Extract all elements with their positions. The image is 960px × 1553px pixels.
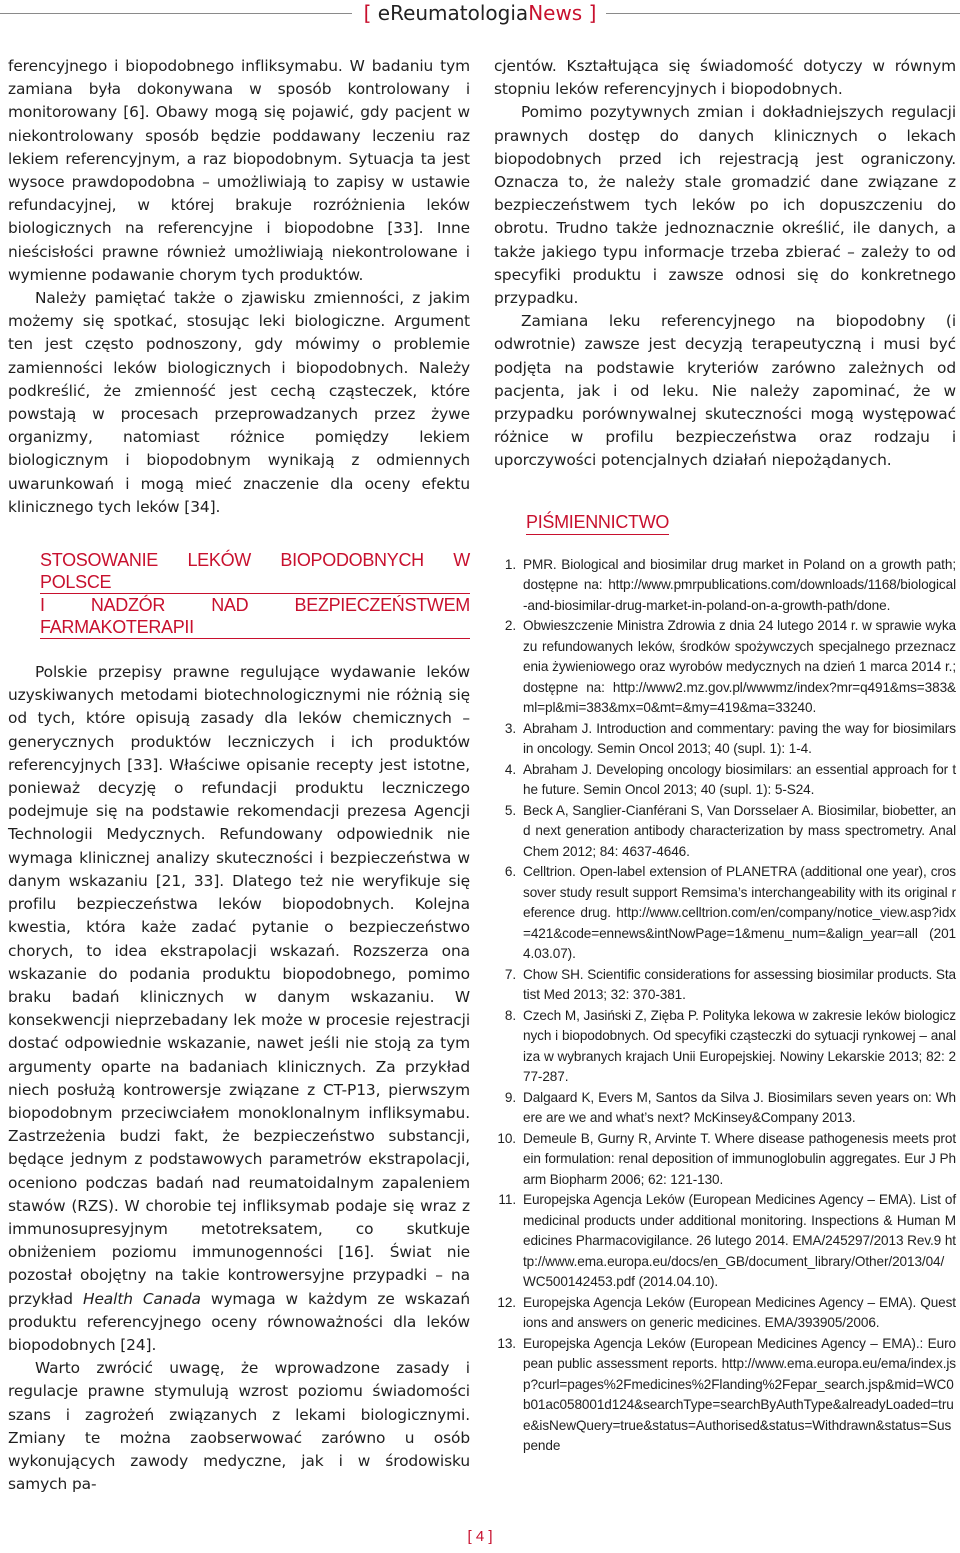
references-heading-text: PIŚMIENNICTWO — [526, 511, 669, 535]
body-paragraph: Pomimo pozytywnych zmian i dokładniejszych regulacji prawnych dostęp do danych klinicznych o lekach biopodobnych przed ich rejestracją jest ograniczony. Oznacza to, że należy stale gromadzić dane związane z bezpieczeństwem tych leków po ich dopuszczeniu do obrotu. Trudno także jednoznacznie określić, ile danych, a także jakiego typu informacje trzeba zbierać – zależy to od specyfiki produktu i zawsze odnosi się do konkretnego przypadku. — [494, 103, 956, 308]
reference-item — [494, 965, 956, 1006]
header-rule-right — [606, 13, 960, 14]
section-heading-line-1: STOSOWANIE LEKÓW BIOPODOBNYCH W POLSCE — [40, 550, 470, 593]
reference-text: Chow SH. Scientific considerations for assessing biosimilar products. Statist Med 2013; 32: 370-381. — [523, 966, 956, 1003]
reference-item — [494, 1088, 956, 1129]
reference-number: 7. — [504, 966, 516, 982]
body-paragraph — [8, 661, 470, 1357]
page-number: [ 4 ] — [467, 1528, 493, 1545]
references-list — [494, 555, 956, 1457]
brand-open-bracket: [ — [363, 1, 372, 25]
reference-text: Abraham J. Developing oncology biosimilars: an essential approach for the future. Semin Oncol 2013; 40 (supl. 1): 5-S24. — [523, 761, 956, 798]
reference-text: Czech M, Jasiński Z, Zięba P. Polityka lekowa w zakresie leków biologicznych i biopodobnych. Od specyfiki cząsteczki do sytuacji rynkowej – analiza w wybranych krajach Unii Europejskiej. Nowiny Lekarskie 2013; 82: 277-287. — [523, 1007, 956, 1085]
paragraph-text: wymaga w każdym ze wskazań produktu referencyjnego oceny równoważności dla leków biopodobnych [24]. — [8, 1289, 471, 1354]
reference-text: Celltrion. Open-label extension of PLANETRA (additional one year), crossover study result support Remsima’s interchangeability with its original reference drug. http://www.celltrion.com/en/company/notice_view.asp?idx=421&code=ennews&intNowPage=1&menu_num=&align_year=all (2014.03.07). — [523, 864, 956, 962]
reference-item — [494, 616, 956, 719]
section-heading-line-2: I NADZÓR NAD BEZPIECZEŃSTWEM FARMAKOTERAPII — [40, 595, 470, 638]
brand-news: News — [528, 1, 583, 25]
reference-text: Europejska Agencja Leków (European Medicines Agency – EMA). List of medicinal products under additional monitoring. Inspections & Human Medicines Pharmacovigilance. 26 lutego 2014. EMA/245297/2013 Rev.9 http://www.ema.europa.eu/docs/en_GB/document_library/Other/2013/04/WC500142453.pdf (2014.04.10). — [523, 1192, 956, 1290]
reference-item — [494, 760, 956, 801]
paragraph-text: Polskie przepisy prawne regulujące wydawanie leków uzyskiwanych metodami biotechnologicznymi nie różnią się od tych, które opisują zasady dla leków chemicznych – generycznych produktów leczniczych i ich produktów referencyjnych [33]. Właściwe opisanie recepty jest istotne, ponieważ decyzję o refundacji produktu leczniczego podejmuje się na podstawie rekomendacji prezesa Agencji Technologii Medycznych. Refundowany odpowiednik nie wymaga klinicznej analizy skuteczności i bezpieczeństwa w danym wskazaniu [21, 33]. Dlatego też nie weryfikuje się profilu bezpieczeństwa leków biopodobnych. Kolejna kwestia, która każe zadać pytanie o bezpieczeństwo chorych, to idea ekstrapolacji wskazań. Rozszerza ona wskazanie do podania produktu biopodobnego, pomimo braku badań klinicznych w danym wskazaniu. W konsekwencji nieprzebadany lek może w procesie rejestracji dostać odpowiednie wskazanie, nawet jeśli nie stoją za tym argumenty oparte na badaniach klinicznych. Za przykład niech posłużą kontrowersje związane z CT-P13, pierwszym biopodobnym przeciwciałem monoklonalnym infliksymabu. Zastrzeżenia budzi fakt, że bezpieczeństwo substancji, będące jednym z podstawowych parametrów ekstrapolacji, oceniono podczas badań nad reumatoidalnym zapaleniem stawów (RZS). W chorobie tej infliksymab podaje się wraz z immunosupresyjnym metotreksatem, co skutkuje obniżeniem poziomu immunogenności [16]. Świat nie pozostał obojętny na takie kontrowersyjne przypadki – na przykład — [8, 663, 470, 1308]
reference-text: Beck A, Sanglier-Cianférani S, Van Dorsselaer A. Biosimilar, biobetter, and next generation antibody characterization by mass spectrometry. Anal Chem 2012; 84: 4637-4646. — [523, 802, 956, 859]
reference-text: Europejska Agencja Leków (European Medicines Agency – EMA). Questions and answers on generic medicines. EMA/393905/2006. — [523, 1294, 956, 1331]
body-paragraph: cjentów. Kształtująca się świadomość dotyczy w równym stopniu leków referencyjnych i biopodobnych. — [494, 57, 956, 99]
reference-item — [494, 801, 956, 863]
body-paragraph: Zamiana leku referencyjnego na biopodobny (i odwrotnie) zawsze jest decyzją terapeutyczną i musi być podjęta na podstawie kryteriów zarówno zależnych od pacjenta, jak i od leku. Nie należy zapominać, że w przypadku porównywalnej skuteczności mogą występować różnice w profilu bezpieczeństwa oraz rodzaju i uporczywości potencjalnych działań niepożądanych. — [494, 312, 956, 470]
reference-number: 5. — [504, 802, 516, 818]
right-column — [494, 55, 956, 1457]
brand-name: Reumatologia — [390, 1, 529, 25]
reference-number: 4. — [504, 761, 516, 777]
left-column — [8, 55, 470, 1496]
reference-text: PMR. Biological and biosimilar drug market in Poland on a growth path; dostępne na: http://www.pmrpublications.com/downloads/1168/biological-and-biosimilar-drug-market-in-poland-on-a-growth-path/done. — [523, 556, 956, 613]
page-header — [0, 0, 960, 28]
reference-text: Demeule B, Gurny R, Arvinte T. Where disease pathogenesis meets protein formulation: renal deposition of immunoglobulin aggregates. Eur J Pharm Biopharm 2006; 62: 121-130. — [523, 1130, 956, 1187]
reference-item — [494, 555, 956, 617]
reference-item — [494, 1006, 956, 1088]
reference-item — [494, 1293, 956, 1334]
reference-text: Abraham J. Introduction and commentary: paving the way for biosimilars in oncology. Semin Oncol 2013; 40 (supl. 1): 1-4. — [523, 720, 956, 757]
reference-number: 3. — [504, 720, 516, 736]
reference-number: 1. — [504, 556, 516, 572]
reference-number: 10. — [497, 1130, 516, 1146]
references-heading — [526, 511, 956, 535]
reference-item — [494, 862, 956, 965]
reference-text: Dalgaard K, Evers M, Santos da Silva J. Biosimilars seven years on: Where are we and what’s next? McKinsey&Company 2013. — [523, 1089, 956, 1126]
header-rule-left — [0, 13, 352, 14]
reference-text: Europejska Agencja Leków (European Medicines Agency – EMA).: European public assessment reports. http://www.ema.europa.eu/ema/index.jsp?curl=pages%2Fmedicines%2Flanding%2Fepar_search.jsp&mid=WC0b01ac058001d124&searchType=searchByAuthType&alreadyLoaded=true&isNewQuery=true&status=Authorised&status=Withdrawn&status=Suspende — [523, 1335, 956, 1454]
reference-number: 13. — [497, 1335, 516, 1351]
reference-number: 11. — [498, 1192, 516, 1208]
italic-text: Health Canada — [82, 1289, 201, 1308]
journal-brand — [356, 0, 604, 26]
section-heading — [40, 549, 470, 639]
reference-text: Obwieszczenie Ministra Zdrowia z dnia 24 lutego 2014 r. w sprawie wykazu refundowanych leków, środków spożywczych specjalnego przeznaczenia żywieniowego oraz wyrobów medycznych na dzień 1 marca 2014 r.; dostępne na: http://www2.mz.gov.pl/wwwmz/index?mr=q491&ms=383&ml=pl&mi=383&mx=0&mt=&my=419&ma=33240. — [523, 618, 956, 716]
body-paragraph: Warto zwrócić uwagę, że wprowadzone zasady i regulacje prawne stymulują wzrost poziomu świadomości szans i zagrożeń związanych z lekami biologicznymi. Zmiany te można zaobserwować zarówno u osób wykonujących zawody medyczne, jak i w środowisku samych pa- — [8, 1359, 470, 1494]
reference-number: 8. — [504, 1007, 516, 1023]
body-paragraph: ferencyjnego i biopodobnego infliksymabu. W badaniu tym zamiana była dokonywana w sposób kontrolowany i monitorowany [6]. Obawy mogą się pojawić, gdy pacjent w niekontrolowany sposób będzie poddawany leczeniu raz lekiem referencyjnym, a raz biopodobnym. Sytuacja ta jest wysoce prawdopodobna – umożliwiają to zapisy w ustawie refundacyjnej, w której brakuje rozróżnienia leków biologicznych na referencyjne i biopodobne [33]. Inne nieścisłości prawne również umożliwiają niekontrolowane i wymienne podawanie chorym tych produktów. — [8, 57, 470, 284]
reference-item — [494, 719, 956, 760]
brand-close-bracket: ] — [588, 1, 597, 25]
reference-item — [494, 1334, 956, 1457]
reference-number: 6. — [504, 864, 516, 880]
reference-number: 9. — [504, 1089, 516, 1105]
reference-item — [494, 1190, 956, 1293]
body-paragraph: Należy pamiętać także o zjawisku zmienności, z jakim możemy się spotkać, stosując leki biologiczne. Argument ten jest często podnoszony, gdy mówimy o problemie zamienności leków biologicznych i biopodobnych. Należy podkreślić, że zmienność jest cechą cząsteczek, które powstają w procesach przeprowadzanych przez żywe organizmy, natomiast różnice pomiędzy lekiem biologicznym i biopodobnym wynikają z odmiennych uwarunkowań i mogą mieć znaczenie dla oceny efektu klinicznego tych leków [34]. — [8, 289, 470, 516]
reference-item — [494, 1129, 956, 1191]
reference-number: 12. — [497, 1294, 516, 1310]
brand-prefix: e — [377, 1, 391, 25]
reference-number: 2. — [504, 618, 516, 634]
